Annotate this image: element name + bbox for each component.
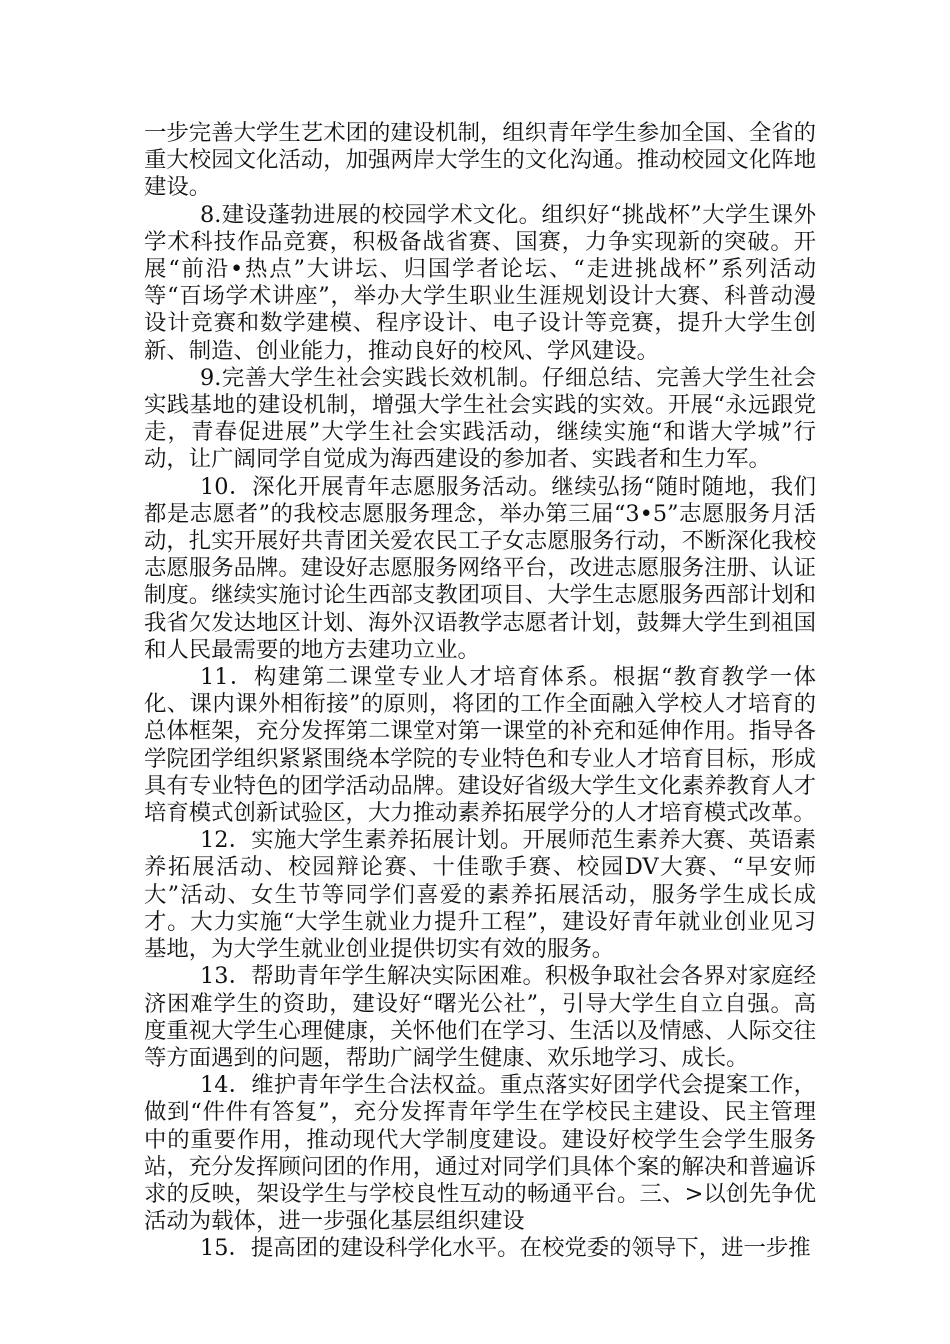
paragraph-item-15: 15．提高团的建设科学化水平。在校党委的领导下，进一步推 [200, 1235, 811, 1262]
paragraph-item-10: 10．深化开展青年志愿服务活动。继续弘扬“随时随地，我们都是志愿者”的我校志愿服务理念，举办第三届“3•5”志愿服务月活动，扎实开展好共青团关爱农民工子女志愿服务行动，不断深化我校志愿服务品牌。建设好志愿服务网络平台，改进志愿服务注册、认证制度。继续实施讨论生西部支教团项目、大学生志愿服务西部计划和我省欠发达地区计划、海外汉语教学志愿者计划，鼓舞大学生到祖国和人民最需要的地方去建功立业。 [144, 473, 816, 663]
paragraph-item-12: 12．实施大学生素养拓展计划。开展师范生素养大赛、英语素养拓展活动、校园辩论赛、十佳歌手赛、校园DV大赛、“早安师大”活动、女生节等同学们喜爱的素养拓展活动，服务学生成长成才。大力实施“大学生就业力提升工程”，建设好青年就业创业见习基地，为大学生就业创业提供切实有效的服务。 [144, 827, 816, 963]
paragraph-item-13: 13．帮助青年学生解决实际困难。积极争取社会各界对家庭经济困难学生的资助，建设好“曙光公社”，引导大学生自立自强。高度重视大学生心理健康，关怀他们在学习、生活以及情感、人际交往等方面遇到的问题，帮助广阔学生健康、欢乐地学习、成长。 [144, 963, 816, 1071]
paragraph-item-14: 14．维护青年学生合法权益。重点落实好团学代会提案工作，做到“件件有答复”，充分发挥青年学生在学校民主建设、民主管理中的重要作用，推动现代大学制度建设。建设好校学生会学生服务站，充分发挥顾问团的作用，通过对同学们具体个案的解决和普遍诉求的反映，架设学生与学校良性互动的畅通平台。三、>以创先争优活动为载体，进一步强化基层组织建设 [144, 1072, 816, 1235]
document-page [144, 120, 816, 1263]
paragraph-item-9: 9.完善大学生社会实践长效机制。仔细总结、完善大学生社会实践基地的建设机制，增强大学生社会实践的实效。开展“永远跟党走，青春促进展”大学生社会实践活动，继续实施“和谐大学城”行动，让广阔同学自觉成为海西建设的参加者、实践者和生力军。 [144, 364, 816, 473]
paragraph-item-8: 8.建设蓬勃进展的校园学术文化。组织好“挑战杯”大学生课外学术科技作品竞赛，积极备战省赛、国赛，力争实现新的突破。开展“前沿•热点”大讲坛、归国学者论坛、“走进挑战杯”系列活动等“百场学术讲座”，举办大学生职业生涯规划设计大赛、科普动漫设计竞赛和数学建模、程序设计、电子设计等竞赛，提升大学生创新、制造、创业能力，推动良好的校风、学风建设。 [144, 201, 816, 364]
paragraph-item-11: 11．构建第二课堂专业人才培育体系。根据“教育教学一体化、课内课外相衔接”的原则，将团的工作全面融入学校人才培育的总体框架，充分发挥第二课堂对第一课堂的补充和延伸作用。指导各学院团学组织紧紧围绕本学院的专业特色和专业人才培育目标，形成具有专业特色的团学活动品牌。建设好省级大学生文化素养教育人才培育模式创新试验区，大力推动素养拓展学分的人才培育模式改革。 [144, 664, 816, 827]
paragraph-art-troupe: 一步完善大学生艺术团的建设机制，组织青年学生参加全国、全省的重大校园文化活动，加强两岸大学生的文化沟通。推动校园文化阵地建设。 [144, 120, 816, 201]
